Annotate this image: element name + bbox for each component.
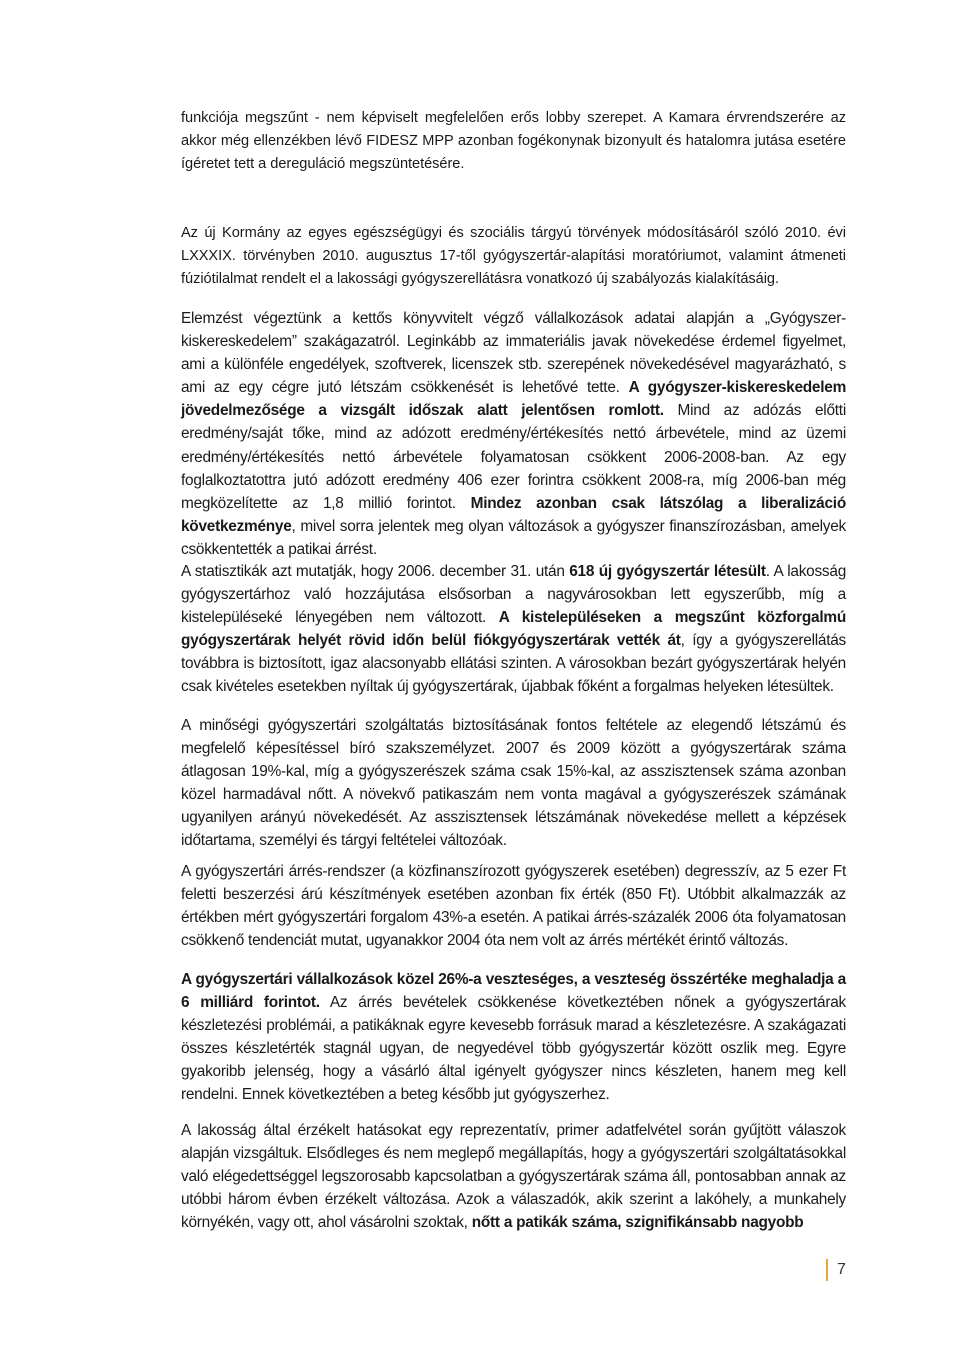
bold-run: Mindez azonban csak látszólag a liberalizáció következménye [181,494,846,535]
bold-run: 618 új gyógyszertár létesült [569,563,766,580]
paragraph-6 [181,860,846,952]
text-run: Az árrés bevételek csökkenése következtében nőnek a gyógyszertárak készletezési problémái, a patikáknak egyre kevesebb forrásuk marad a készletezésre. A szakágazati összes készletérték stagnál ugyan, de negyedével több gyógyszertár között oszlik meg. Egyre gyakoribb jelenség, hogy a vásárló által igényelt gyógyszer nincs készleten, hanem meg kell rendelni. Ennek következtében a beteg később jut gyógyszerhez. [181,994,846,1104]
bold-run: nőtt a patikák száma, szignifikánsabb nagyobb [471,1214,804,1232]
text-run: A gyógyszertári árrés-rendszer (a közfinanszírozott gyógyszerek esetében) degresszív, az 5 ezer Ft feletti beszerzési árú készítmények esetében azonban fix érték (850 Ft). Utóbbit alkalmazzák az értékben mért gyógyszertári forgalom 43%-a esetén. A patikai árrés-százalék 2006 óta folyamatosan csökkenő tendenciát mutat, ugyanakkor 2004 óta nem volt az árrés mértékét érintő változás. [181,863,846,950]
paragraph-3 [181,307,846,561]
text-run: . A lakosság gyógyszertárhoz való hozzájutása elsősorban a nagyvárosokban lett egyszerűbb, míg a kistelepüléseké lényegében nem változott. [181,563,846,627]
bold-run: A gyógyszertári vállalkozások közel 26%-a veszteséges, a veszteség összértéke meghaladja a 6 milliárd forintot. [181,971,846,1012]
text-run: funkciója megszűnt - nem képviselt megfelelően erős lobby szerepet. A Kamara érvrendszerére az akkor még ellenzékben lévő FIDESZ MPP azonban fogékonynak bizonyult és hatalomra jutása esetére ígéretet tett a dereguláció megszüntetésére. [181,110,846,173]
paragraph-2 [181,222,846,291]
paragraph-1 [181,107,846,176]
paragraph-8 [181,1119,846,1234]
text-run: Mind az adózás előtti eredmény/saját tőke, mind az adózott eredmény/értékesítés nettó árbevétele, mind az üzemi eredmény/értékesítés nettó árbevétele folyamatosan csökkent 2006-2008-ban. Az egy foglalkoztatottra jutó adózott eredmény 406 ezer forintra csökkent 2008-ra, míg 2006-ban még megközelítette az 1,8 millió forintot. [181,402,846,512]
page-number: 7 [837,1261,846,1278]
paragraph-5 [181,714,846,853]
text-run: , így a gyógyszerellátás továbbra is biztosított, igaz alacsonyabb ellátási szinten. A városokban bezárt gyógyszertárak helyén csak kivételes esetekben nyíltak új gyógyszertárak, újabbak főként a forgalmas helyeken létesültek. [181,632,847,696]
footer-accent-bar [826,1259,828,1281]
text-run: Az új Kormány az egyes egészségügyi és szociális tárgyú törvények módosításáról szóló 2010. évi LXXXIX. törvényben 2010. augusztus 17-től gyógyszertár-alapítási moratóriumot, valamint átmeneti fúziótilalmat rendelt el a lakossági gyógyszerellátásra vonatkozó új szabályozás kialakításáig. [181,225,846,288]
page-footer [826,1259,846,1281]
text-run: A lakosság által érzékelt hatásokat egy reprezentatív, primer adatfelvétel során gyűjtött válaszok alapján vizsgáltuk. Elsődleges és nem meglepő megállapítás, hogy a gyógyszertári szolgáltatásokkal való elégedettséggel legszorosabb kapcsolatban a gyógyszertárak száma áll, pontosabban annak az utóbbi három évben érzékelt változása. Azok a válaszadók, akik szerint a lakóhely, a munkahely környékén, vagy ott, ahol vásárolni szoktak, [181,1122,846,1232]
text-run: A minőségi gyógyszertári szolgáltatás biztosításának fontos feltétele az elegendő létszámú és megfelelő képesítéssel bíró szakszemélyzet. 2007 és 2009 között a gyógyszertárak száma átlagosan 19%-kal, míg a gyógyszerészek száma csak 15%-kal, az asszisztensek száma azonban közel harmadával nőtt. A növekvő patikaszám nem vonta magával a gyógyszerészek számának ugyanilyen arányú növekedését. Az asszisztensek létszámának növekedése mellett a képzések időtartama, személyi és tárgyi feltételei változóak. [181,717,846,850]
paragraph-4 [181,560,846,699]
paragraph-7 [181,968,846,1107]
text-run: Elemzést végeztünk a kettős könyvvitelt végző vállalkozások adatai alapján a „Gyógyszer-kiskereskedelem” szakágazatról. Leginkább az immateriális javak növekedése érdemel figyelmet, ami a különféle engedélyek, szoftverek, licenszek stb. szerepének növekedésével magyarázható, s ami az egy cégre jutó létszám csökkenését is lehetővé tette. [181,310,846,397]
bold-run: A gyógyszer-kiskereskedelem jövedelmezősége a vizsgált időszak alatt jelentősen romlott. [181,379,846,420]
text-run: , mivel sorra jelentek meg olyan változások a gyógyszer finanszírozásban, amelyek csökkentették a patikai árrést. [181,517,846,558]
bold-run: A kistelepüléseken a megszűnt közforgalmú gyógyszertárak helyét rövid időn belül fiókgyógyszertárak vették át [181,609,846,650]
text-run: A statisztikák azt mutatják, hogy 2006. december 31. után [181,563,570,580]
